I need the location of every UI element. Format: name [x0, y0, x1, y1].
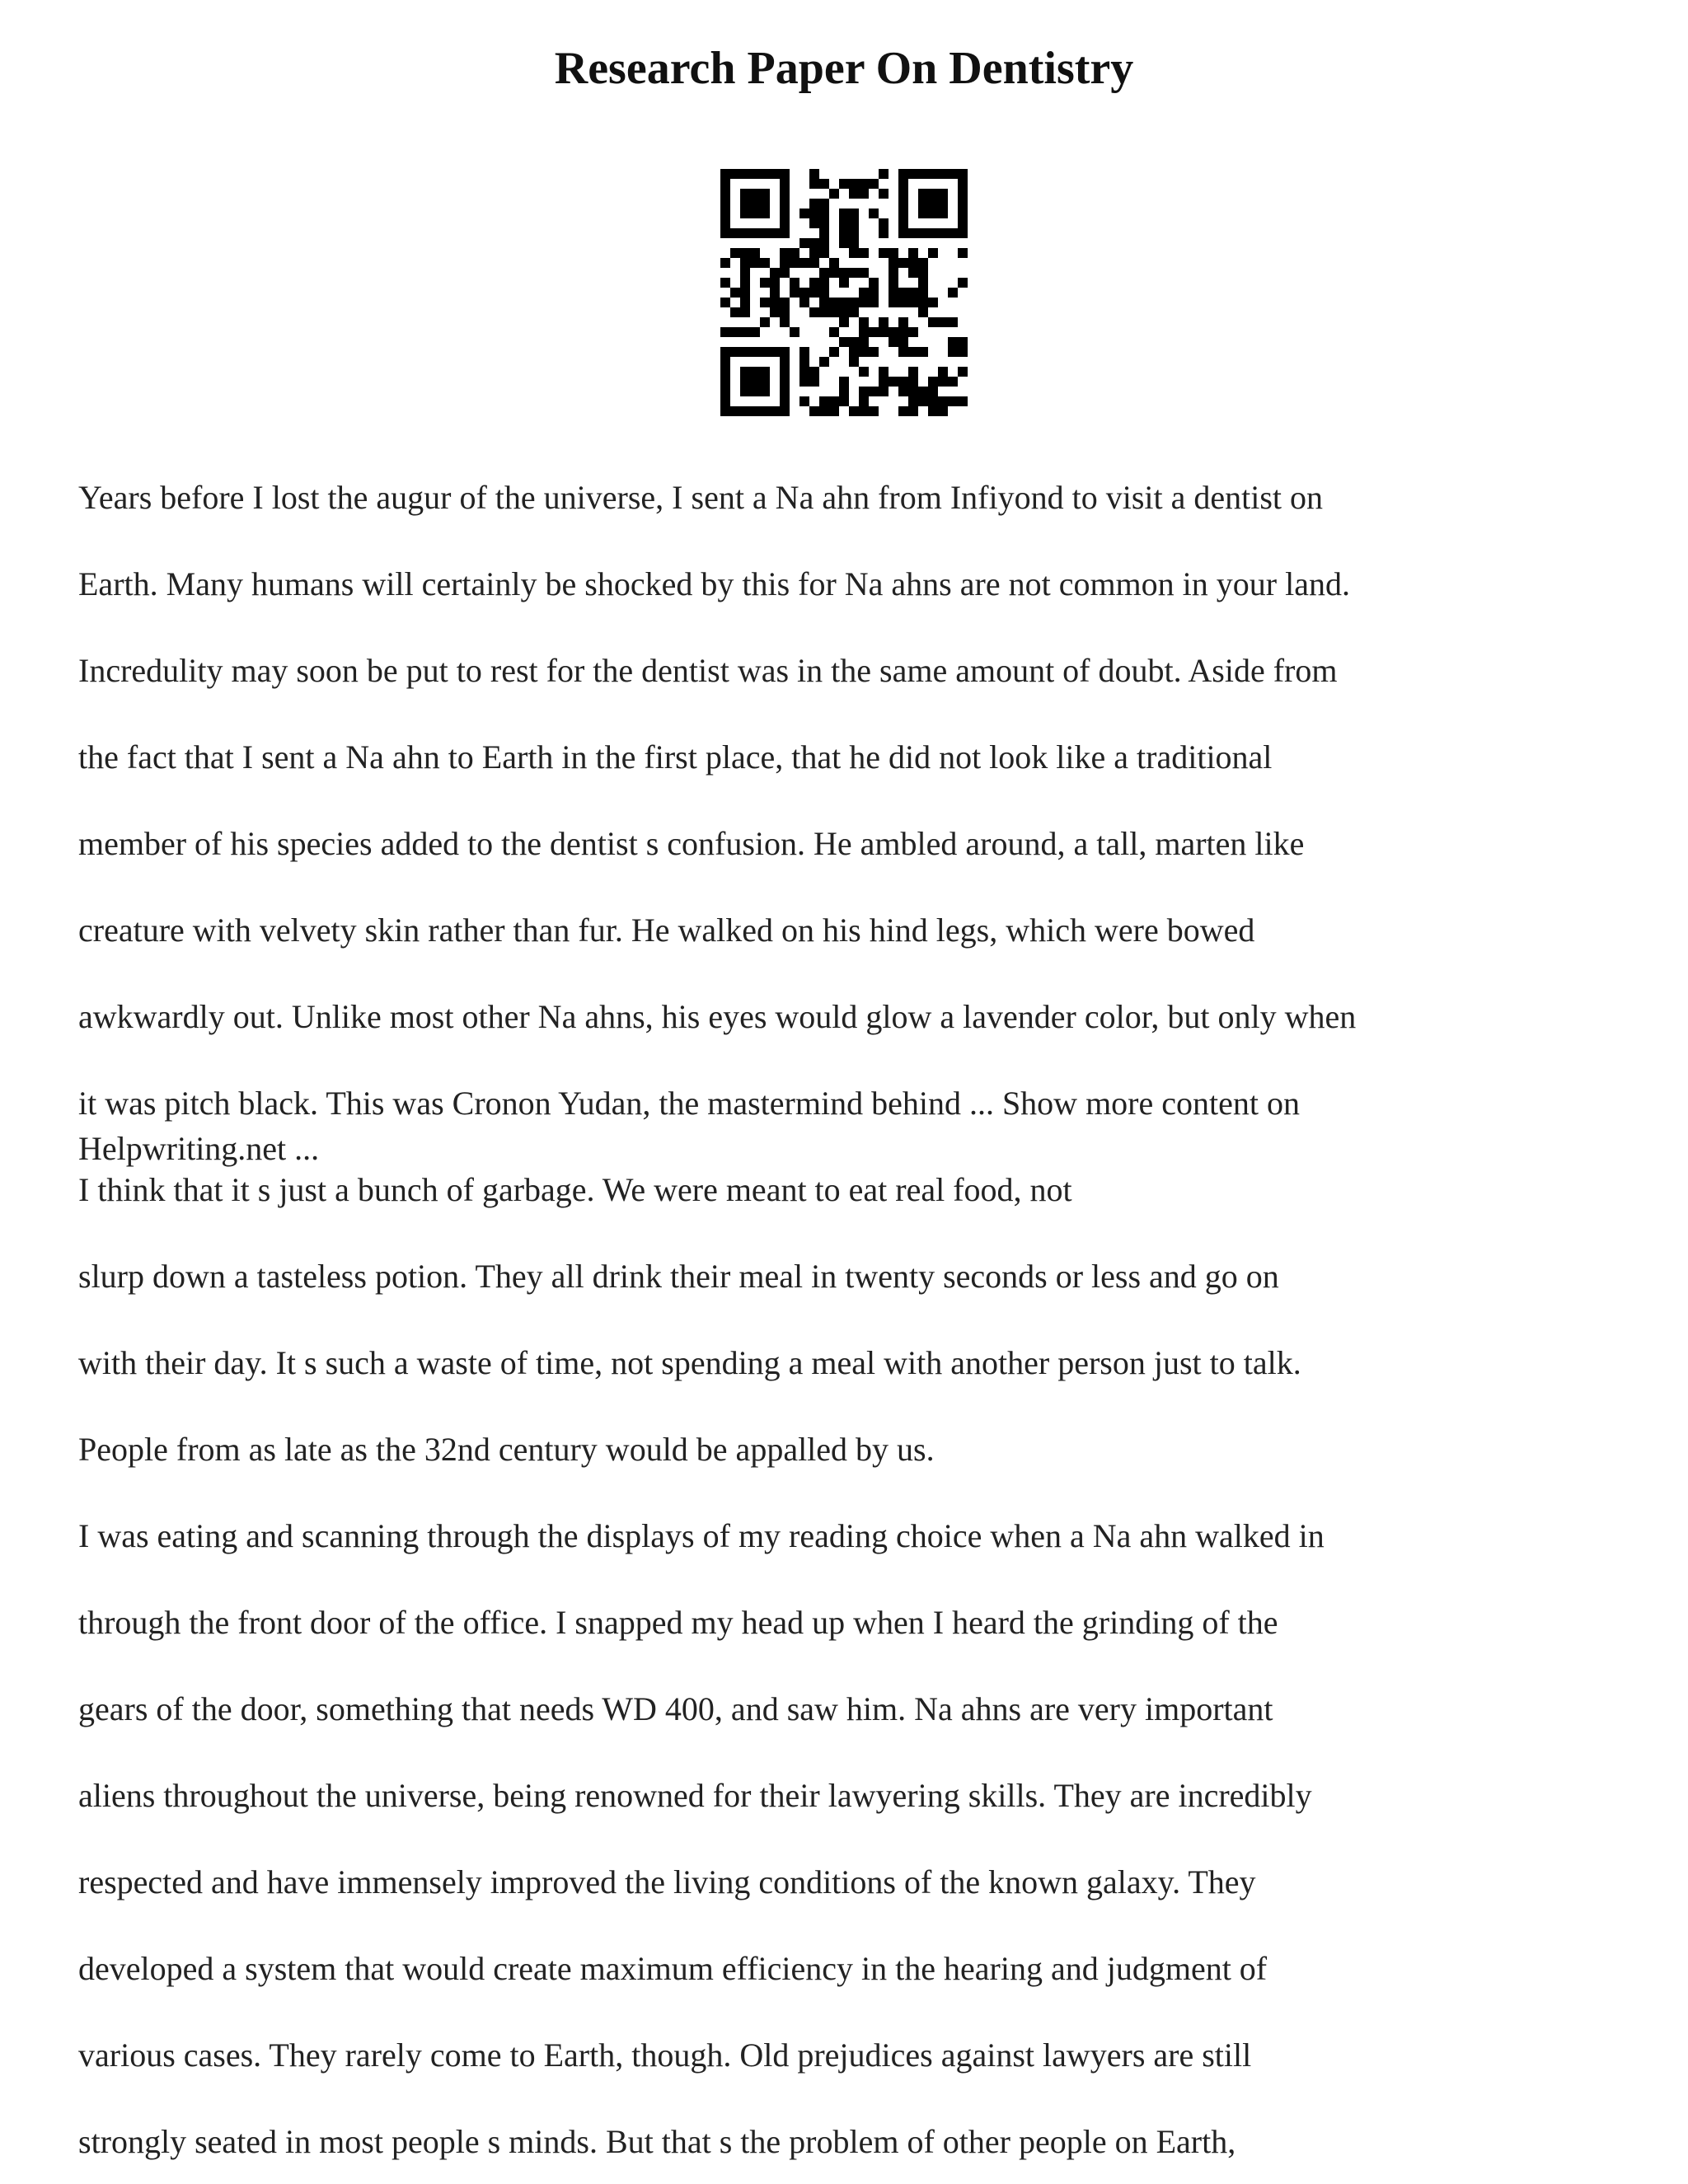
body-line: Years before I lost the augur of the universe, I sent a Na ahn from Infiyond to visit a dentist on: [78, 479, 1324, 516]
body-line: Helpwriting.net ...: [78, 1130, 320, 1167]
body-line: gears of the door, something that needs WD 400, and saw him. Na ahns are very important: [78, 1690, 1273, 1727]
body-line: I was eating and scanning through the displays of my reading choice when a Na ahn walked in: [78, 1517, 1325, 1554]
body-line: awkwardly out. Unlike most other Na ahns, his eyes would glow a lavender color, but only when: [78, 998, 1357, 1035]
body-line: it was pitch black. This was Cronon Yudan, the mastermind behind ... Show more content on: [78, 1085, 1300, 1122]
body-line: People from as late as the 32nd century would be appalled by us.: [78, 1431, 935, 1468]
body-line: Earth. Many humans will certainly be shocked by this for Na ahns are not common in your land.: [78, 565, 1350, 602]
body-line: slurp down a tasteless potion. They all drink their meal in twenty seconds or less and go on: [78, 1258, 1279, 1295]
page-title: Research Paper On Dentistry: [554, 43, 1134, 94]
body-line: with their day. It s such a waste of time, not spending a meal with another person just to talk.: [78, 1344, 1301, 1381]
body-line: strongly seated in most people s minds. But that s the problem of other people on Earth,: [78, 2123, 1236, 2160]
body-line: the fact that I sent a Na ahn to Earth in the first place, that he did not look like a traditional: [78, 738, 1273, 776]
body-line: various cases. They rarely come to Earth, though. Old prejudices against lawyers are still: [78, 2036, 1252, 2074]
body-line: Incredulity may soon be put to rest for the dentist was in the same amount of doubt. Aside from: [78, 652, 1338, 689]
body-line: through the front door of the office. I snapped my head up when I heard the grinding of the: [78, 1604, 1278, 1641]
body-line: creature with velvety skin rather than fur. He walked on his hind legs, which were bowed: [78, 912, 1255, 949]
body-line: aliens throughout the universe, being renowned for their lawyering skills. They are incredibly: [78, 1777, 1312, 1814]
body-line: developed a system that would create maximum efficiency in the hearing and judgment of: [78, 1950, 1268, 1987]
body-line: I think that it s just a bunch of garbage. We were meant to eat real food, not: [78, 1171, 1072, 1208]
body-line: respected and have immensely improved the living conditions of the known galaxy. They: [78, 1863, 1256, 1900]
qr-code-icon: [720, 169, 968, 416]
body-line: member of his species added to the dentist s confusion. He ambled around, a tall, marten like: [78, 825, 1305, 862]
